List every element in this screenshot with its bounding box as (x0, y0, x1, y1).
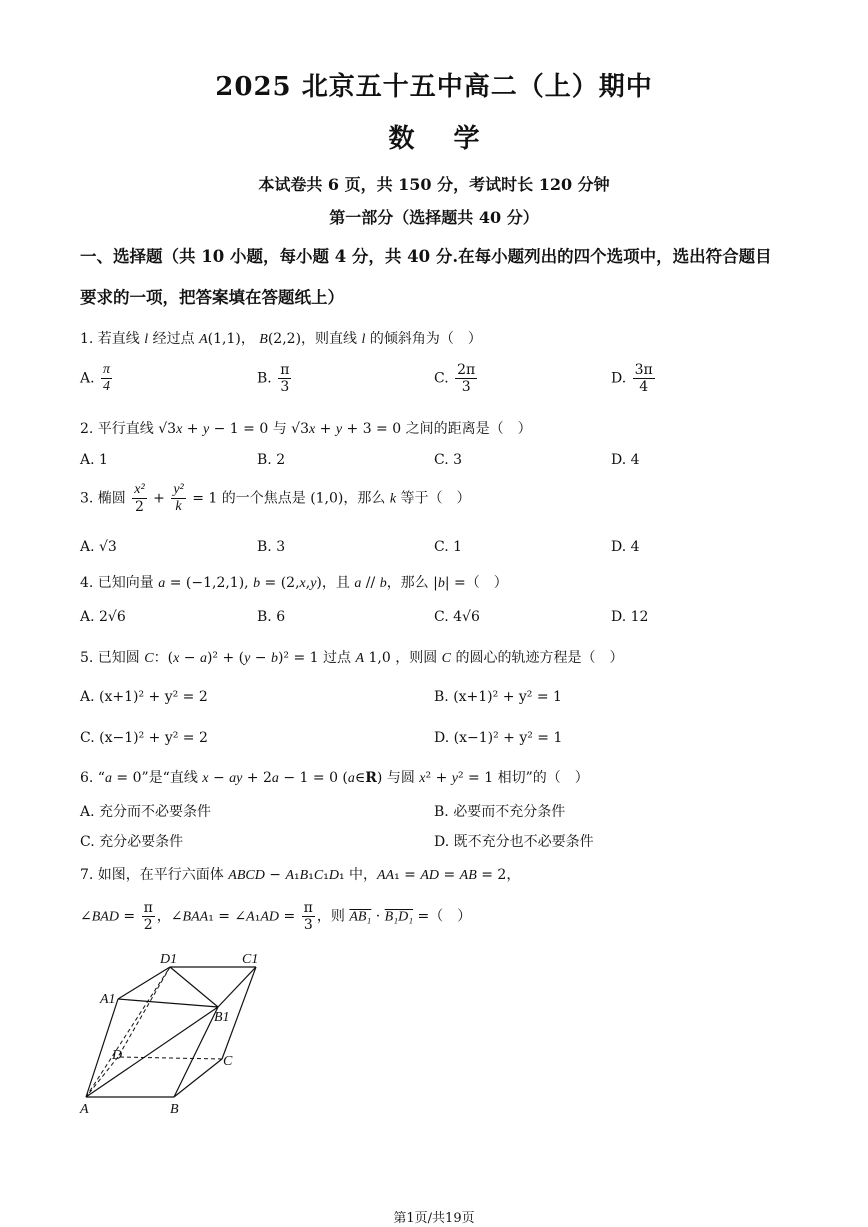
question-5-option-b: B. (x+1)² + y² = 1 (434, 689, 562, 705)
question-4-option-d: D. 12 (611, 609, 649, 625)
question-3-option-a: A. √3 (80, 539, 117, 555)
question-3-option-c: C. 1 (434, 539, 463, 555)
question-2-stem: 2. 平行直线 √3x + y − 1 = 0 与 √3x + y + 3 = 0 之间的距离是（ ） (80, 421, 532, 437)
part-heading: 第一部分（选择题共 40 分） (329, 208, 539, 227)
question-5-option-d: D. (x−1)² + y² = 1 (434, 730, 563, 746)
label-a: A (80, 1102, 89, 1117)
label-c1: C1 (242, 952, 259, 967)
question-1-option-c: C. $\frac{2\pi}{3}$ (434, 362, 476, 395)
question-3-stem: 3. 椭圆 $\frac{\text{x²}}{2}$ + $\frac{\text{y²}}{k}$ = 1 的一个焦点是 (1,0)，那么 k 等于（ ） (80, 482, 471, 515)
section-heading-line1: 一、选择题（共 10 小题，每小题 4 分，共 40 分.在每小题列出的四个选项中，选出符合题目 (80, 247, 772, 266)
question-1-stem: 1. 若直线 l 经过点 A(1,1)， B(2,2)，则直线 l 的倾斜角为（ ） (80, 331, 482, 347)
question-6-option-a: A. 充分而不必要条件 (80, 804, 212, 820)
label-b: B (170, 1102, 179, 1117)
question-6-option-c: C. 充分必要条件 (80, 834, 184, 850)
exam-subject: 数 学 (388, 124, 480, 154)
label-c: C (223, 1054, 233, 1069)
question-2-option-a: A. 1 (80, 452, 108, 468)
question-2-option-d: D. 4 (611, 452, 640, 468)
label-b1: B1 (214, 1010, 230, 1025)
page-footer: 第1页/共19页 (393, 1211, 475, 1226)
section-heading-line2: 要求的一项，把答案填在答题纸上） (80, 288, 344, 307)
question-6-option-b: B. 必要而不充分条件 (434, 804, 566, 820)
question-4-stem: 4. 已知向量 a = (−1,2,1), b = (2,x,y)，且 a // b，那么 |b| =（ ） (80, 575, 508, 591)
question-1-option-d: D. $\frac{3\pi}{4}$ (611, 362, 653, 395)
question-7-stem-line1: 7. 如图，在平行六面体 ABCD − A₁B₁C₁D₁ 中，AA₁ = AD = AB = 2， (80, 867, 521, 883)
question-2-option-b: B. 2 (257, 452, 286, 468)
question-7-stem-line2: ∠BAD = $\frac{\pi}{2}$ ，∠BAA₁ = ∠A₁AD = $\frac{\pi}{3}$ ，则 AB₁ · B₁D₁ =（ ） (80, 900, 472, 933)
question-4-option-c: C. 4√6 (434, 609, 480, 625)
question-6-stem: 6. “a = 0”是“直线 x − ay + 2a − 1 = 0 (a∈R) 与圆 x² + y² = 1 相切”的（ ） (80, 770, 589, 786)
question-5-option-c: C. (x−1)² + y² = 2 (80, 730, 208, 746)
question-3-option-b: B. 3 (257, 539, 286, 555)
question-3-option-d: D. 4 (611, 539, 640, 555)
exam-info: 本试卷共 6 页，共 150 分，考试时长 120 分钟 (258, 175, 610, 194)
question-4-option-b: B. 6 (257, 609, 286, 625)
label-d: D (112, 1048, 123, 1063)
question-1-option-a: A. $\frac{\pi}{4}$ (80, 362, 111, 394)
parallelepiped-figure (70, 945, 270, 1120)
question-5-option-a: A. (x+1)² + y² = 2 (80, 689, 208, 705)
question-4-option-a: A. 2√6 (80, 609, 126, 625)
question-6-option-d: D. 既不充分也不必要条件 (434, 834, 594, 850)
label-a1: A1 (100, 992, 116, 1007)
exam-title: 2025 北京五十五中高二（上）期中 (215, 72, 653, 102)
question-1-option-b: B. $\frac{\pi}{3}$ (257, 362, 290, 395)
question-5-stem: 5. 已知圆 C：(x − a)² + (y − b)² = 1 过点 A 1,0 ，则圆 C 的圆心的轨迹方程是（ ） (80, 650, 624, 666)
label-d1: D1 (160, 952, 178, 967)
question-2-option-c: C. 3 (434, 452, 463, 468)
